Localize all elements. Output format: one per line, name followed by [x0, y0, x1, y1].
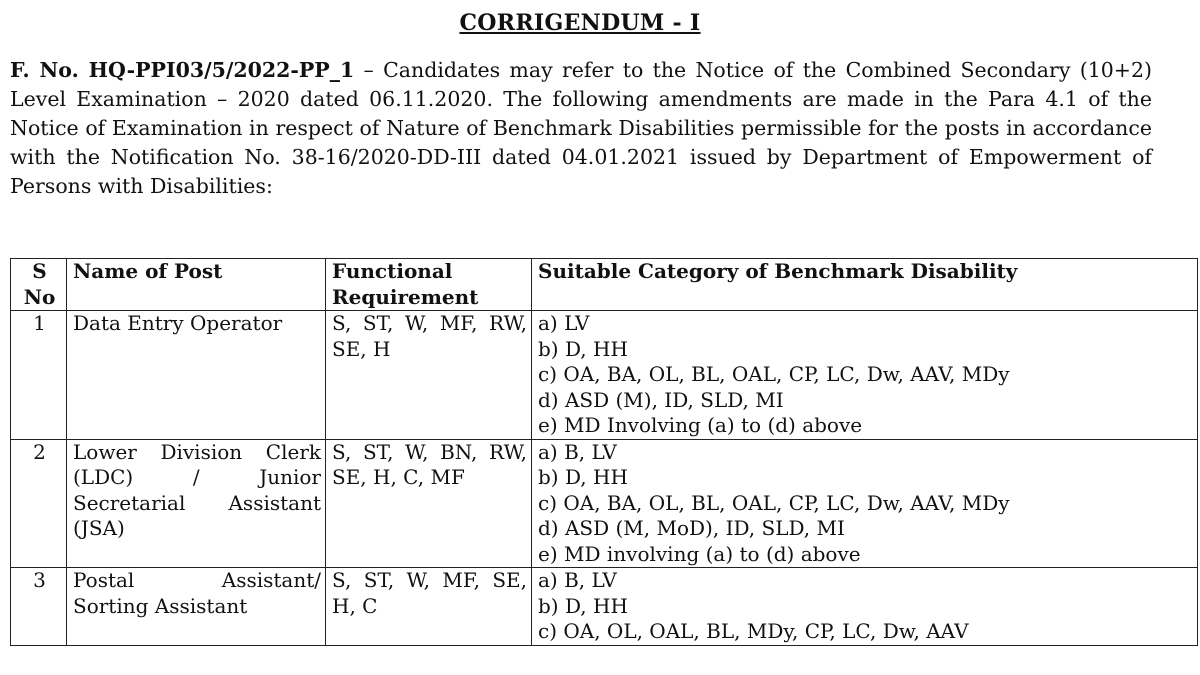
category-item: c) OA, BA, OL, BL, OAL, CP, LC, Dw, AAV, MDy	[538, 362, 1010, 386]
row-functional: S, ST, W, BN, RW, SE, H, C, MF	[326, 439, 532, 568]
row-functional: S, ST, W, MF, SE, H, C	[326, 568, 532, 646]
intro-paragraph	[10, 56, 1152, 201]
category-item: e) MD Involving (a) to (d) above	[538, 413, 863, 437]
category-item: b) D, HH	[538, 465, 628, 489]
table-header-row	[11, 259, 1198, 311]
category-item: b) D, HH	[538, 336, 628, 361]
row-categories	[532, 439, 1198, 568]
category-item: a) B, LV	[538, 439, 617, 464]
header-post: Name of Post	[67, 259, 326, 311]
category-item: b) D, HH	[538, 593, 628, 618]
disability-table	[10, 258, 1198, 646]
row-functional: S, ST, W, MF, RW, SE, H	[326, 311, 532, 440]
category-item: c) OA, OL, OAL, BL, MDy, CP, LC, Dw, AAV	[538, 619, 969, 643]
table-row	[11, 311, 1198, 440]
category-item: e) MD involving (a) to (d) above	[538, 541, 861, 566]
category-item: a) B, LV	[538, 568, 617, 592]
row-sno: 2	[11, 439, 67, 568]
intro-text: – Candidates may refer to the Notice of the Combined Secondary (10+2) Level Examination – 2020 dated 06.11.2020. The following amendments are made in the Para 4.1 of the Notice of Examination in respect of Nature of Benchmark Disabilities permissible for the posts in accordance with the Notification No. 38-16/2020-DD-III dated 04.01.2021 issued by Department of Empowerment of Persons with Disabilities:	[10, 58, 1153, 198]
category-item: c) OA, BA, OL, BL, OAL, CP, LC, Dw, AAV, MDy	[538, 490, 1010, 515]
document-title: CORRIGENDUM - I	[459, 10, 701, 36]
row-categories	[532, 568, 1198, 646]
row-sno: 1	[11, 311, 67, 440]
row-post: Lower Division Clerk (LDC) / Junior Secretarial Assistant (JSA)	[67, 439, 326, 568]
category-item: d) ASD (M, MoD), ID, SLD, MI	[538, 516, 845, 540]
file-number: F. No. HQ-PPI03/5/2022-PP_1	[10, 58, 355, 82]
header-category: Suitable Category of Benchmark Disability	[532, 259, 1198, 311]
table-row	[11, 568, 1198, 646]
category-item: d) ASD (M), ID, SLD, MI	[538, 387, 784, 412]
row-post: Postal Assistant/ Sorting Assistant	[67, 568, 326, 646]
row-post: Data Entry Operator	[67, 311, 326, 440]
table-row	[11, 439, 1198, 568]
category-item: a) LV	[538, 311, 590, 335]
row-categories	[532, 311, 1198, 440]
row-sno: 3	[11, 568, 67, 646]
header-sno: S No	[11, 259, 67, 311]
header-functional: Functional Requirement	[326, 259, 532, 311]
